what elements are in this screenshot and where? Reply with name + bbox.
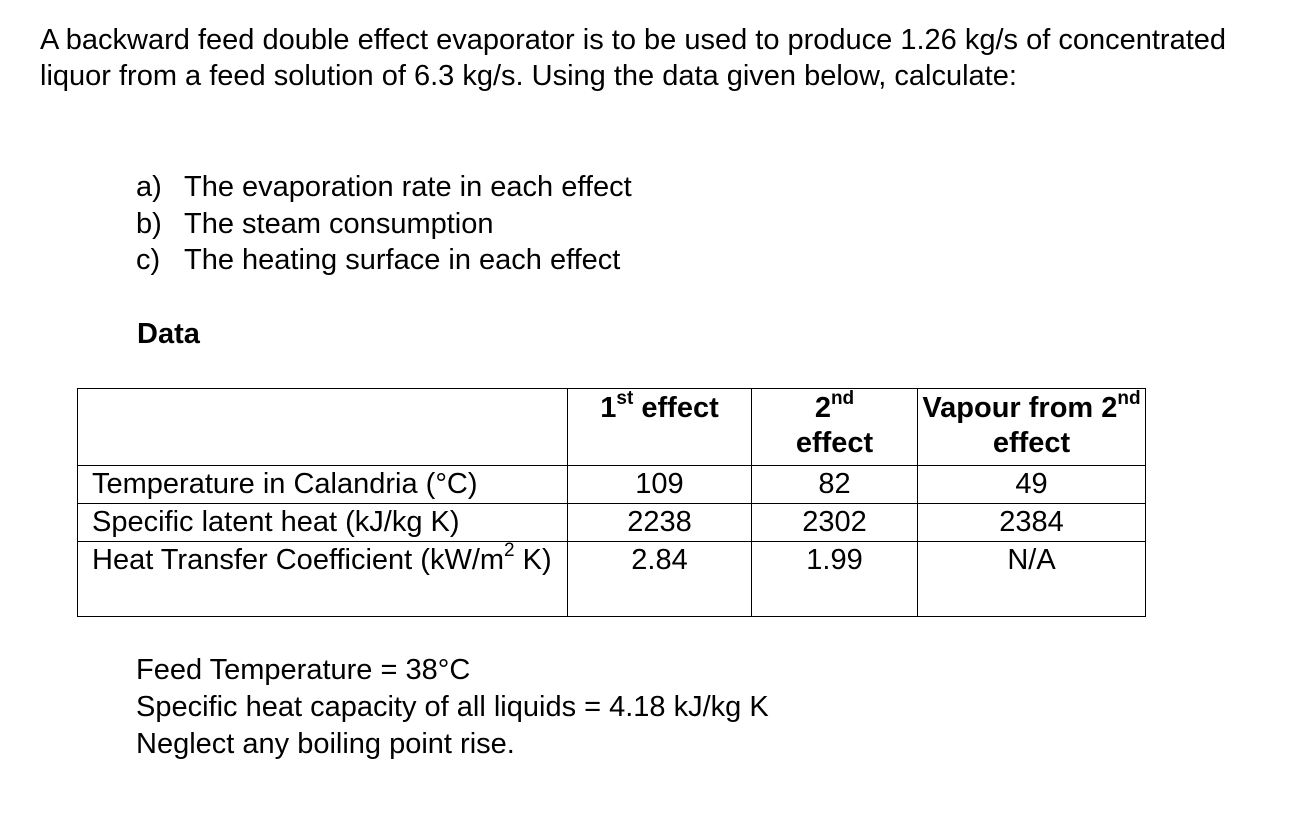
table-cell: 109 — [568, 466, 752, 504]
note-line: Specific heat capacity of all liquids = 4.18 kJ/kg K — [136, 691, 769, 723]
question-text: The heating surface in each effect — [184, 244, 621, 276]
note-line: Neglect any boiling point rise. — [136, 728, 515, 760]
table-cell: 49 — [918, 466, 1146, 504]
table-cell: 2.84 — [568, 542, 752, 617]
table-row — [78, 504, 1146, 542]
question-item — [136, 169, 632, 206]
table-cell: N/A — [918, 542, 1146, 617]
data-table — [77, 388, 1146, 617]
question-list — [136, 169, 632, 279]
question-label: a) — [136, 171, 162, 203]
table-cell: 2302 — [752, 504, 918, 542]
row-label: Specific latent heat (kJ/kg K) — [78, 504, 568, 542]
header-cell-first-effect: 1st effect — [568, 389, 752, 466]
question-item — [136, 206, 632, 243]
header-cell-empty — [78, 389, 568, 466]
header-cell-vapour: Vapour from 2nd effect — [918, 389, 1146, 466]
data-heading: Data — [137, 318, 200, 350]
question-text: The evaporation rate in each effect — [184, 171, 632, 203]
row-label: Heat Transfer Coefficient ($kW/m^2$ K) — [78, 542, 568, 617]
table-cell: 2384 — [918, 504, 1146, 542]
problem-statement: A backward feed double effect evaporator is to be used to produce 1.26 kg/s of concentrated liquor from a feed solution of 6.3 kg/s. Using the data given below, calculate: — [40, 24, 1227, 92]
table-cell: 2238 — [568, 504, 752, 542]
header-cell-second-effect: 2nd effect — [752, 389, 918, 466]
question-label: b) — [136, 207, 162, 240]
notes — [136, 652, 769, 763]
table-row — [78, 542, 1146, 617]
question-text: The steam consumption — [184, 207, 494, 240]
table-header-row — [78, 389, 1146, 466]
table-row — [78, 466, 1146, 504]
row-label: Temperature in Calandria (°C) — [78, 466, 568, 504]
question-label: c) — [136, 244, 161, 276]
table-cell: 82 — [752, 466, 918, 504]
question-item — [136, 242, 632, 279]
table-cell: 1.99 — [752, 542, 918, 617]
note-line: Feed Temperature = 38°C — [136, 654, 471, 686]
